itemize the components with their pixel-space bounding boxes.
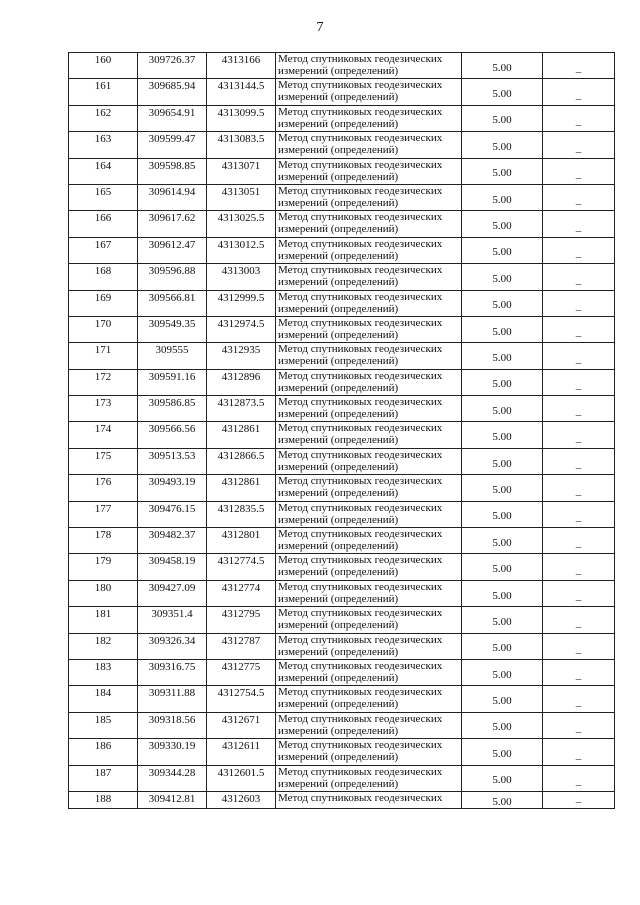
point-number-cell: 171	[69, 343, 138, 369]
y-coordinate-cell: 4312601.5	[207, 765, 276, 791]
x-coordinate-cell: 309596.88	[138, 264, 207, 290]
y-coordinate-cell: 4313071	[207, 158, 276, 184]
method-line-1: Метод спутниковых геодезических	[278, 712, 443, 725]
y-coordinate-cell: 4313144.5	[207, 79, 276, 105]
method-cell	[276, 158, 462, 184]
note-cell: –	[543, 237, 615, 263]
method-line-2: измерений (определений)	[278, 671, 399, 684]
x-coordinate-cell: 309427.09	[138, 580, 207, 606]
x-coordinate-cell: 309586.85	[138, 396, 207, 422]
y-coordinate-cell: 4312835.5	[207, 501, 276, 527]
note-cell: –	[543, 501, 615, 527]
method-line-1: Метод спутниковых геодезических	[278, 290, 443, 303]
x-coordinate-cell: 309566.81	[138, 290, 207, 316]
method-cell	[276, 290, 462, 316]
accuracy-cell: 5.00	[462, 765, 543, 791]
table-row	[69, 422, 615, 448]
x-coordinate-cell: 309726.37	[138, 53, 207, 79]
note-cell: –	[543, 79, 615, 105]
y-coordinate-cell: 4312774.5	[207, 554, 276, 580]
method-cell	[276, 765, 462, 791]
accuracy-cell: 5.00	[462, 580, 543, 606]
method-cell	[276, 184, 462, 210]
method-line-2: измерений (определений)	[278, 223, 399, 236]
method-cell	[276, 554, 462, 580]
method-line-1: Метод спутниковых геодезических	[278, 659, 443, 672]
point-number-cell: 164	[69, 158, 138, 184]
method-line-2: измерений (определений)	[278, 751, 399, 764]
y-coordinate-cell: 4312775	[207, 659, 276, 685]
x-coordinate-cell: 309412.81	[138, 791, 207, 808]
table-row	[69, 369, 615, 395]
point-number-cell: 162	[69, 105, 138, 131]
method-line-2: измерений (определений)	[278, 724, 399, 737]
table-row	[69, 264, 615, 290]
method-cell	[276, 739, 462, 765]
method-line-1: Метод спутниковых геодезических	[278, 528, 443, 541]
x-coordinate-cell: 309326.34	[138, 633, 207, 659]
note-cell: –	[543, 686, 615, 712]
note-cell: –	[543, 158, 615, 184]
accuracy-cell: 5.00	[462, 554, 543, 580]
method-line-2: измерений (определений)	[278, 487, 399, 500]
x-coordinate-cell: 309599.47	[138, 132, 207, 158]
accuracy-cell: 5.00	[462, 501, 543, 527]
y-coordinate-cell: 4313012.5	[207, 237, 276, 263]
accuracy-cell: 5.00	[462, 290, 543, 316]
x-coordinate-cell: 309482.37	[138, 528, 207, 554]
accuracy-cell: 5.00	[462, 369, 543, 395]
method-line-2: измерений (определений)	[278, 355, 399, 368]
accuracy-cell: 5.00	[462, 686, 543, 712]
method-line-1: Метод спутниковых геодезических	[278, 501, 443, 514]
method-line-2: измерений (определений)	[278, 513, 399, 526]
point-number-cell: 170	[69, 316, 138, 342]
note-cell: –	[543, 448, 615, 474]
note-cell: –	[543, 343, 615, 369]
y-coordinate-cell: 4312935	[207, 343, 276, 369]
table-row	[69, 554, 615, 580]
y-coordinate-cell: 4313166	[207, 53, 276, 79]
point-number-cell: 175	[69, 448, 138, 474]
table-row	[69, 158, 615, 184]
y-coordinate-cell: 4313099.5	[207, 105, 276, 131]
method-line-2: измерений (определений)	[278, 65, 399, 77]
x-coordinate-cell: 309612.47	[138, 237, 207, 263]
method-cell	[276, 211, 462, 237]
accuracy-cell: 5.00	[462, 79, 543, 105]
method-cell	[276, 343, 462, 369]
accuracy-cell: 5.00	[462, 237, 543, 263]
note-cell: –	[543, 607, 615, 633]
note-cell: –	[543, 211, 615, 237]
point-number-cell: 160	[69, 53, 138, 79]
x-coordinate-cell: 309598.85	[138, 158, 207, 184]
point-number-cell: 182	[69, 633, 138, 659]
method-line-1: Метод спутниковых геодезических	[278, 211, 443, 224]
x-coordinate-cell: 309476.15	[138, 501, 207, 527]
method-cell	[276, 396, 462, 422]
point-number-cell: 185	[69, 712, 138, 738]
method-cell	[276, 422, 462, 448]
method-cell	[276, 475, 462, 501]
method-line-1: Метод спутниковых геодезических	[278, 264, 443, 277]
point-number-cell: 179	[69, 554, 138, 580]
method-line-2: измерений (определений)	[278, 540, 399, 553]
method-cell	[276, 264, 462, 290]
accuracy-cell: 5.00	[462, 528, 543, 554]
accuracy-cell: 5.00	[462, 448, 543, 474]
method-line-2: измерений (определений)	[278, 117, 399, 130]
table-row	[69, 686, 615, 712]
note-cell: –	[543, 712, 615, 738]
table-row	[69, 528, 615, 554]
method-cell	[276, 633, 462, 659]
note-cell: –	[543, 739, 615, 765]
note-cell: –	[543, 554, 615, 580]
y-coordinate-cell: 4312787	[207, 633, 276, 659]
point-number-cell: 161	[69, 79, 138, 105]
point-number-cell: 165	[69, 184, 138, 210]
point-number-cell: 181	[69, 607, 138, 633]
note-cell: –	[543, 264, 615, 290]
coordinates-table-body	[69, 53, 615, 809]
method-line-2: измерений (определений)	[278, 698, 399, 711]
method-line-2: измерений (определений)	[278, 460, 399, 473]
method-line-1: Метод спутниковых геодезических	[278, 184, 443, 197]
accuracy-cell: 5.00	[462, 712, 543, 738]
accuracy-cell: 5.00	[462, 264, 543, 290]
accuracy-cell: 5.00	[462, 184, 543, 210]
y-coordinate-cell: 4313051	[207, 184, 276, 210]
point-number-cell: 168	[69, 264, 138, 290]
method-line-1: Метод спутниковых геодезических	[278, 396, 443, 409]
note-cell: –	[543, 184, 615, 210]
x-coordinate-cell: 309549.35	[138, 316, 207, 342]
y-coordinate-cell: 4312774	[207, 580, 276, 606]
y-coordinate-cell: 4312603	[207, 791, 276, 808]
method-line-2: измерений (определений)	[278, 592, 399, 605]
note-cell: –	[543, 422, 615, 448]
y-coordinate-cell: 4313025.5	[207, 211, 276, 237]
point-number-cell: 172	[69, 369, 138, 395]
method-line-1: Метод спутниковых геодезических	[278, 791, 443, 804]
table-row	[69, 475, 615, 501]
method-line-2: измерений (определений)	[278, 196, 399, 209]
accuracy-cell: 5.00	[462, 791, 543, 808]
point-number-cell: 178	[69, 528, 138, 554]
method-line-1: Метод спутниковых геодезических	[278, 158, 443, 171]
x-coordinate-cell: 309311.88	[138, 686, 207, 712]
y-coordinate-cell: 4312801	[207, 528, 276, 554]
x-coordinate-cell: 309591.16	[138, 369, 207, 395]
point-number-cell: 188	[69, 791, 138, 808]
method-cell	[276, 791, 462, 808]
table-row	[69, 739, 615, 765]
table-row	[69, 712, 615, 738]
y-coordinate-cell: 4312795	[207, 607, 276, 633]
method-line-2: измерений (определений)	[278, 408, 399, 421]
point-number-cell: 163	[69, 132, 138, 158]
method-line-1: Метод спутниковых геодезических	[278, 554, 443, 567]
method-line-1: Метод спутниковых геодезических	[278, 765, 443, 778]
method-line-2: измерений (определений)	[278, 645, 399, 658]
table-row	[69, 580, 615, 606]
table-row	[69, 343, 615, 369]
method-line-2: измерений (определений)	[278, 328, 399, 341]
y-coordinate-cell: 4312671	[207, 712, 276, 738]
x-coordinate-cell: 309330.19	[138, 739, 207, 765]
accuracy-cell: 5.00	[462, 105, 543, 131]
x-coordinate-cell: 309458.19	[138, 554, 207, 580]
method-cell	[276, 79, 462, 105]
method-line-1: Метод спутниковых геодезических	[278, 105, 443, 118]
note-cell: –	[543, 290, 615, 316]
table-row	[69, 501, 615, 527]
method-line-2: измерений (определений)	[278, 777, 399, 790]
point-number-cell: 169	[69, 290, 138, 316]
accuracy-cell: 5.00	[462, 132, 543, 158]
x-coordinate-cell: 309614.94	[138, 184, 207, 210]
point-number-cell: 176	[69, 475, 138, 501]
accuracy-cell: 5.00	[462, 343, 543, 369]
note-cell: –	[543, 659, 615, 685]
method-cell	[276, 659, 462, 685]
table-row	[69, 79, 615, 105]
x-coordinate-cell: 309316.75	[138, 659, 207, 685]
note-cell: –	[543, 369, 615, 395]
accuracy-cell: 5.00	[462, 53, 543, 79]
note-cell: –	[543, 53, 615, 79]
x-coordinate-cell: 309566.56	[138, 422, 207, 448]
coordinates-table	[68, 52, 615, 809]
method-line-1: Метод спутниковых геодезических	[278, 422, 443, 435]
table-row	[69, 53, 615, 79]
x-coordinate-cell: 309555	[138, 343, 207, 369]
method-line-2: измерений (определений)	[278, 144, 399, 157]
x-coordinate-cell: 309344.28	[138, 765, 207, 791]
point-number-cell: 177	[69, 501, 138, 527]
note-cell: –	[543, 396, 615, 422]
method-line-1: Метод спутниковых геодезических	[278, 369, 443, 382]
table-row	[69, 396, 615, 422]
point-number-cell: 174	[69, 422, 138, 448]
point-number-cell: 173	[69, 396, 138, 422]
method-line-1: Метод спутниковых геодезических	[278, 580, 443, 593]
method-cell	[276, 712, 462, 738]
method-line-1: Метод спутниковых геодезических	[278, 475, 443, 488]
table-row	[69, 105, 615, 131]
method-line-2: измерений (определений)	[278, 566, 399, 579]
accuracy-cell: 5.00	[462, 633, 543, 659]
accuracy-cell: 5.00	[462, 316, 543, 342]
method-line-2: измерений (определений)	[278, 276, 399, 289]
method-cell	[276, 105, 462, 131]
method-line-1: Метод спутниковых геодезических	[278, 633, 443, 646]
table-row	[69, 316, 615, 342]
note-cell: –	[543, 316, 615, 342]
page-number: 7	[316, 20, 324, 35]
point-number-cell: 184	[69, 686, 138, 712]
method-line-1: Метод спутниковых геодезических	[278, 448, 443, 461]
method-cell	[276, 580, 462, 606]
y-coordinate-cell: 4312861	[207, 422, 276, 448]
method-line-2: измерений (определений)	[278, 170, 399, 183]
method-cell	[276, 132, 462, 158]
method-cell	[276, 316, 462, 342]
point-number-cell: 166	[69, 211, 138, 237]
y-coordinate-cell: 4313003	[207, 264, 276, 290]
x-coordinate-cell: 309513.53	[138, 448, 207, 474]
x-coordinate-cell: 309351.4	[138, 607, 207, 633]
method-line-1: Метод спутниковых геодезических	[278, 237, 443, 250]
note-cell: –	[543, 528, 615, 554]
accuracy-cell: 5.00	[462, 659, 543, 685]
note-cell: –	[543, 791, 615, 808]
table-row	[69, 607, 615, 633]
method-cell	[276, 686, 462, 712]
table-row	[69, 290, 615, 316]
point-number-cell: 187	[69, 765, 138, 791]
y-coordinate-cell: 4312896	[207, 369, 276, 395]
point-number-cell: 186	[69, 739, 138, 765]
table-row	[69, 791, 615, 808]
table-row	[69, 659, 615, 685]
method-line-2: измерений (определений)	[278, 91, 399, 104]
x-coordinate-cell: 309685.94	[138, 79, 207, 105]
note-cell: –	[543, 580, 615, 606]
note-cell: –	[543, 475, 615, 501]
x-coordinate-cell: 309318.56	[138, 712, 207, 738]
method-line-1: Метод спутниковых геодезических	[278, 79, 443, 92]
method-line-1: Метод спутниковых геодезических	[278, 132, 443, 145]
method-cell	[276, 369, 462, 395]
method-cell	[276, 528, 462, 554]
accuracy-cell: 5.00	[462, 475, 543, 501]
method-line-1: Метод спутниковых геодезических	[278, 343, 443, 356]
table-row	[69, 132, 615, 158]
x-coordinate-cell: 309617.62	[138, 211, 207, 237]
method-line-1: Метод спутниковых геодезических	[278, 607, 443, 620]
table-row	[69, 448, 615, 474]
method-line-2: измерений (определений)	[278, 249, 399, 262]
accuracy-cell: 5.00	[462, 396, 543, 422]
accuracy-cell: 5.00	[462, 739, 543, 765]
point-number-cell: 183	[69, 659, 138, 685]
method-cell	[276, 448, 462, 474]
x-coordinate-cell: 309654.91	[138, 105, 207, 131]
table-row	[69, 765, 615, 791]
note-cell: –	[543, 633, 615, 659]
accuracy-cell: 5.00	[462, 422, 543, 448]
method-line-1: Метод спутниковых геодезических	[278, 316, 443, 329]
table-row	[69, 184, 615, 210]
method-line-1: Метод спутниковых геодезических	[278, 53, 443, 65]
method-cell	[276, 607, 462, 633]
x-coordinate-cell: 309493.19	[138, 475, 207, 501]
method-line-2: измерений (определений)	[278, 434, 399, 447]
y-coordinate-cell: 4312873.5	[207, 396, 276, 422]
y-coordinate-cell: 4313083.5	[207, 132, 276, 158]
method-cell	[276, 501, 462, 527]
method-line-2: измерений (определений)	[278, 381, 399, 394]
method-line-2: измерений (определений)	[278, 619, 399, 632]
point-number-cell: 167	[69, 237, 138, 263]
note-cell: –	[543, 765, 615, 791]
y-coordinate-cell: 4312861	[207, 475, 276, 501]
method-cell	[276, 53, 462, 79]
table-row	[69, 237, 615, 263]
y-coordinate-cell: 4312754.5	[207, 686, 276, 712]
table-row	[69, 211, 615, 237]
note-cell: –	[543, 105, 615, 131]
table-row	[69, 633, 615, 659]
method-line-1: Метод спутниковых геодезических	[278, 739, 443, 752]
y-coordinate-cell: 4312999.5	[207, 290, 276, 316]
accuracy-cell: 5.00	[462, 158, 543, 184]
method-line-1: Метод спутниковых геодезических	[278, 686, 443, 699]
method-line-2: измерений (определений)	[278, 302, 399, 315]
point-number-cell: 180	[69, 580, 138, 606]
accuracy-cell: 5.00	[462, 211, 543, 237]
method-cell	[276, 237, 462, 263]
y-coordinate-cell: 4312611	[207, 739, 276, 765]
y-coordinate-cell: 4312974.5	[207, 316, 276, 342]
accuracy-cell: 5.00	[462, 607, 543, 633]
y-coordinate-cell: 4312866.5	[207, 448, 276, 474]
note-cell: –	[543, 132, 615, 158]
